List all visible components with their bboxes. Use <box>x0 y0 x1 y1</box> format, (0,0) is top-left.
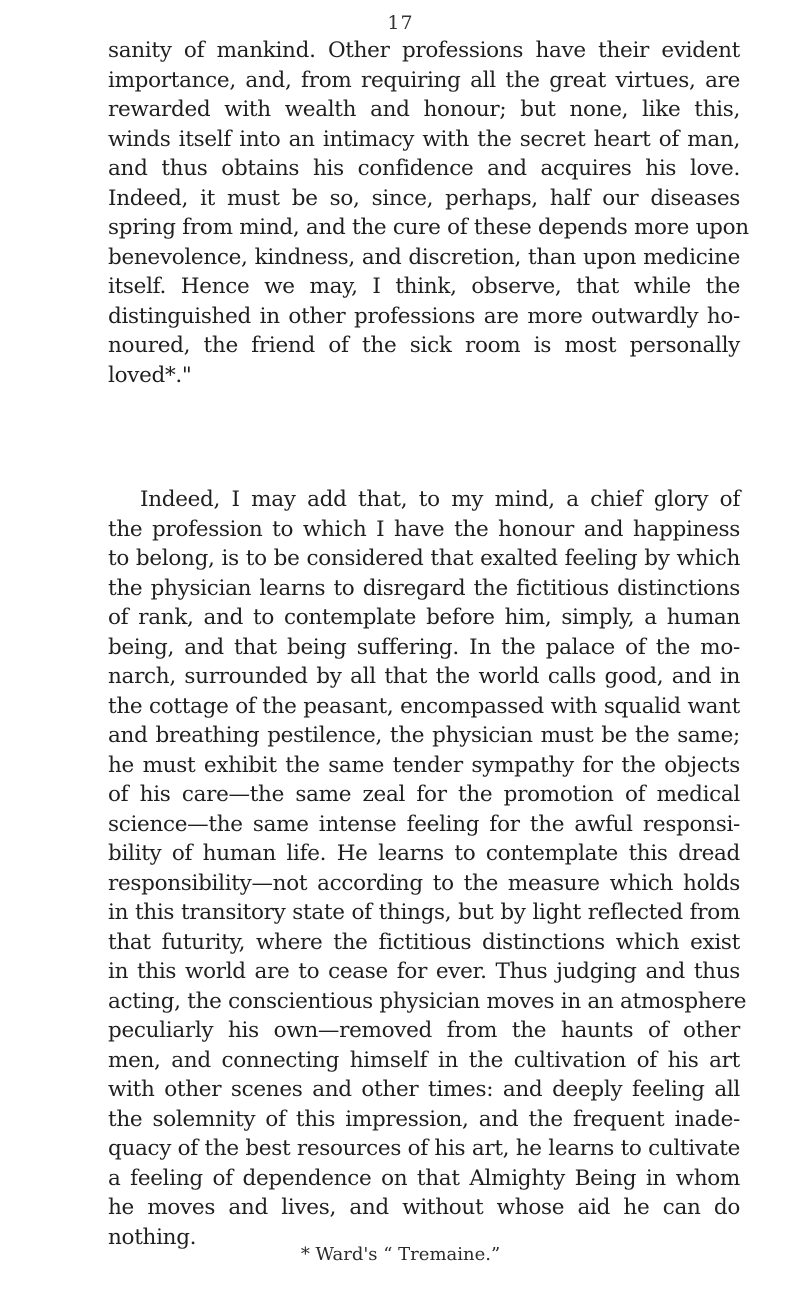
text-line: with other scenes and other times: and deeply feeling all <box>108 1077 740 1102</box>
text-line: and breathing pestilence, the physician must be the same; <box>108 723 740 748</box>
text-line: that futurity, where the fictitious distinctions which exist <box>108 929 740 955</box>
text-line: the profession to which I have the honour and happiness <box>108 516 740 542</box>
text-line: winds itself into an intimacy with the secret heart of man, <box>108 126 740 152</box>
paragraph-2 <box>108 485 747 1252</box>
text-line: rewarded with wealth and honour; but none, like this, <box>108 97 740 122</box>
text-line: in this transitory state of things, but by light reflected from <box>108 900 740 925</box>
text-line: narch, surrounded by all that the world calls good, and in <box>108 664 740 689</box>
text-line: quacy of the best resources of his art, he learns to cultivate <box>108 1136 740 1161</box>
text-line: he must exhibit the same tender sympathy for the objects <box>108 752 740 778</box>
text-line: the solemnity of this impression, and the frequent inade- <box>108 1106 740 1132</box>
text-line: distinguished in other professions are more outwardly ho- <box>108 303 740 329</box>
footnote: * Ward's “ Tremaine.” <box>300 1244 501 1265</box>
text-line: Indeed, I may add that, to my mind, a chief glory of <box>140 487 740 512</box>
text-line: a feeling of dependence on that Almighty Being in whom <box>108 1165 740 1191</box>
text-line: responsibility—not according to the measure which holds <box>108 870 740 896</box>
text-line: men, and connecting himself in the cultivation of his art <box>108 1047 740 1073</box>
text-line: spring from mind, and the cure of these depends more upon <box>108 215 749 240</box>
text-line: peculiarly his own—removed from the haunts of other <box>108 1018 740 1043</box>
text-line: itself. Hence we may, I think, observe, that while the <box>108 274 740 299</box>
text-line: science—the same intense feeling for the awful responsi- <box>108 811 740 837</box>
text-line: of his care—the same zeal for the promotion of medical <box>108 782 740 807</box>
text-line: and thus obtains his confidence and acquires his love. <box>108 156 740 181</box>
text-line: to belong, is to be considered that exalted feeling by which <box>108 546 740 571</box>
text-line: in this world are to cease for ever. Thus judging and thus <box>108 959 740 984</box>
text-line: bility of human life. He learns to contemplate this dread <box>108 841 740 866</box>
text-line: loved*." <box>108 362 192 388</box>
text-line: the physician learns to disregard the fictitious distinctions <box>108 575 740 601</box>
text-line: acting, the conscientious physician moves in an atmosphere <box>108 988 747 1014</box>
text-line: being, and that being suffering. In the palace of the mo- <box>108 634 740 660</box>
text-line: nothing. <box>108 1224 197 1250</box>
text-line: benevolence, kindness, and discretion, than upon medicine <box>108 244 740 270</box>
text-line: importance, and, from requiring all the great virtues, are <box>108 67 740 93</box>
text-line: noured, the friend of the sick room is most personally <box>108 333 740 358</box>
text-line: the cottage of the peasant, encompassed with squalid want <box>108 693 740 719</box>
page-number: 17 <box>387 12 414 34</box>
text-line: he moves and lives, and without whose aid he can do <box>108 1195 740 1220</box>
paragraph-1 <box>108 36 749 390</box>
text-line: sanity of mankind. Other professions have their evident <box>108 38 740 63</box>
text-line: Indeed, it must be so, since, perhaps, half our diseases <box>108 185 740 211</box>
text-line: of rank, and to contemplate before him, simply, a human <box>108 605 740 630</box>
